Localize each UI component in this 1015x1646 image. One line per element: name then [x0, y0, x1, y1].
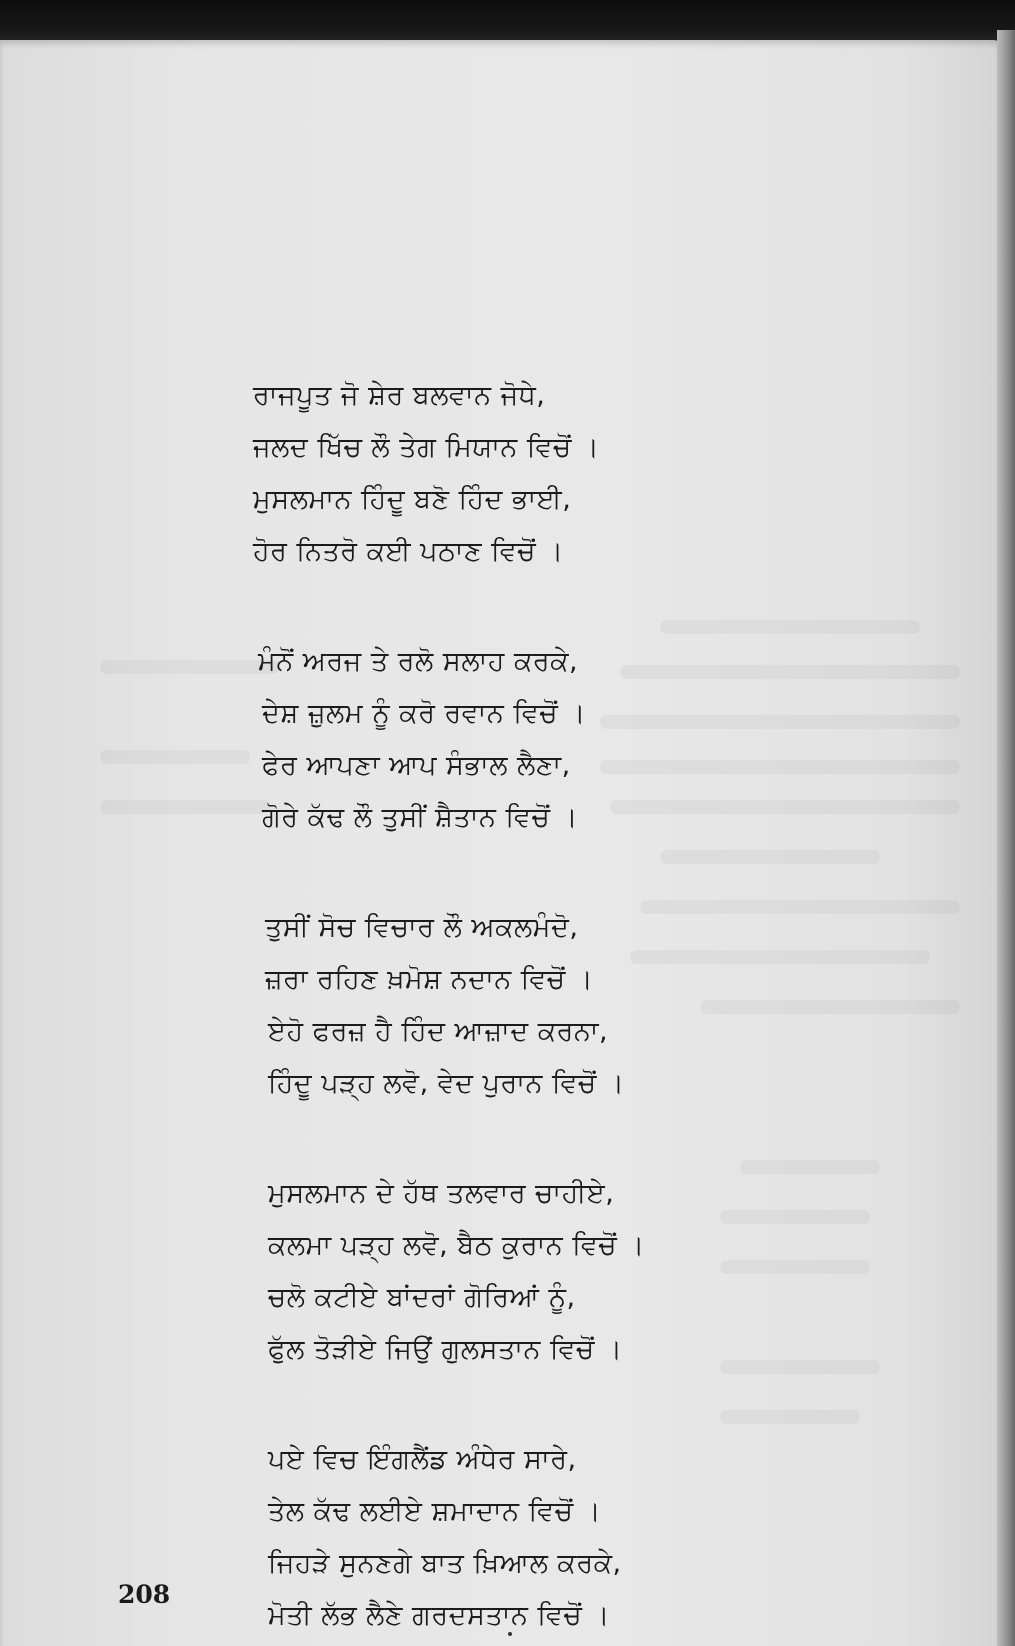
stanza-5 — [0, 1434, 1000, 1642]
stanza-1 — [0, 370, 1000, 578]
stanza-3 — [0, 902, 1000, 1110]
page-number: 208 — [118, 1580, 171, 1609]
poem-line: ਜਿਹੜੇ ਸੁਨਣਗੇ ਬਾਤ ਖ਼ਿਆਲ ਕਰਕੇ, — [268, 1548, 622, 1579]
poem-line: ਫੁੱਲ ਤੋੜੀਏ ਜਿਉਂ ਗੁਲਸਤਾਨ ਵਿਚੋਂ । — [268, 1334, 623, 1365]
poem-line: ਹੋਰ ਨਿਤਰੋ ਕਈ ਪਠਾਣ ਵਿਚੋਂ । — [253, 536, 564, 567]
poem — [0, 370, 1000, 1646]
poem-line: ਮੋਤੀ ਲੱਭ ਲੈਣੇ ਗਰਦਸਤਾਨ ਵਿਚੋਂ । — [268, 1600, 610, 1631]
poem-line: ਕਲਮਾ ਪੜ੍ਹ ਲਵੋ, ਬੈਠ ਕੁਰਾਨ ਵਿਚੋਂ । — [268, 1230, 645, 1261]
poem-line: ਪਏ ਵਿਚ ਇੰਗਲੈਂਡ ਅੰਧੇਰ ਸਾਰੇ, — [268, 1444, 577, 1475]
stanza-2 — [0, 636, 1000, 844]
page-edge-right — [997, 30, 1015, 1646]
poem-line: ਮੁਸਲਮਾਨ ਹਿੰਦੂ ਬਣੋ ਹਿੰਦ ਭਾਈ, — [253, 484, 572, 515]
poem-line: ਚਲੋ ਕਟੀਏ ਬਾਂਦਰਾਂ ਗੋਰਿਆਂ ਨੂੰ, — [268, 1282, 576, 1313]
poem-line: ਤੁਸੀਂ ਸੋਚ ਵਿਚਾਰ ਲੌ ਅਕਲਮੰਦੋ, — [265, 912, 579, 943]
poem-line: ਮੰਨੋਂ ਅਰਜ ਤੇ ਰਲੋ ਸਲਾਹ ਕਰਕੇ, — [258, 646, 579, 677]
poem-line: ਹਿੰਦੂ ਪੜ੍ਹ ਲਵੋ, ਵੇਦ ਪੁਰਾਨ ਵਿਚੋਂ । — [268, 1068, 625, 1099]
poem-line: ਏਹੋ ਫਰਜ਼ ਹੈ ਹਿੰਦ ਆਜ਼ਾਦ ਕਰਨਾ, — [268, 1016, 609, 1047]
poem-line: ਤੇਲ ਕੱਢ ਲਈਏ ਸ਼ਮਾਦਾਨ ਵਿਚੋਂ । — [268, 1496, 602, 1527]
poem-line: ਮੁਸਲਮਾਨ ਦੇ ਹੱਥ ਤਲਵਾਰ ਚਾਹੀਏ, — [268, 1178, 615, 1209]
book-page — [0, 40, 1000, 1646]
stanza-4 — [0, 1168, 1000, 1376]
dust-speck — [508, 1632, 512, 1636]
poem-line: ਜਲਦ ਖਿੱਚ ਲੌ ਤੇਗ ਮਿਯਾਨ ਵਿਚੋਂ । — [253, 432, 600, 463]
poem-line: ਗੋਰੇ ਕੱਢ ਲੌ ਤੁਸੀਂ ਸ਼ੈਤਾਨ ਵਿਚੋਂ । — [262, 802, 579, 833]
poem-line: ਦੇਸ਼ ਜ਼ੁਲਮ ਨੂੰ ਕਰੋ ਰਵਾਨ ਵਿਚੋਂ । — [262, 698, 586, 729]
poem-line: ਰਾਜਪੂਤ ਜੋ ਸ਼ੇਰ ਬਲਵਾਨ ਜੋਧੇ, — [253, 380, 546, 411]
poem-line: ਜ਼ਰਾ ਰਹਿਣ ਖ਼ਮੋਸ਼ ਨਦਾਨ ਵਿਚੋਂ । — [265, 964, 594, 995]
poem-line: ਫੇਰ ਆਪਣਾ ਆਪ ਸੰਭਾਲ ਲੈਣਾ, — [262, 750, 571, 781]
